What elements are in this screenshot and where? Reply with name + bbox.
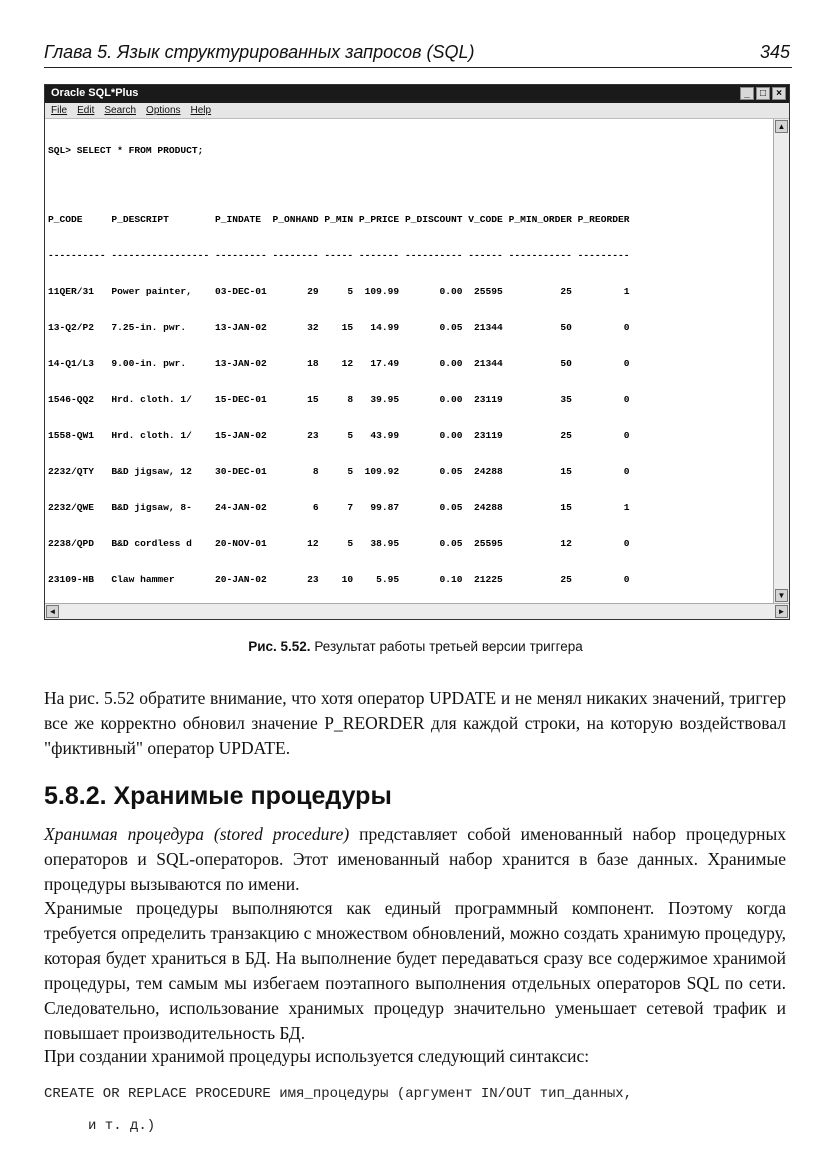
result-row: 13-Q2/P2 7.25-in. pwr. 13-JAN-02 32 15 14.99 0.05 21344 50 0	[48, 322, 630, 333]
menu-options[interactable]: Options	[146, 105, 181, 116]
paragraph-benefits: Хранимые процедуры выполняются как единый программный компонент. Поэтому когда требуется определить транзакцию с множеством обновлений, можно создать хранимую процедуру, которая будет храниться в БД. На выполнение будет передаваться сразу все содержимое хранимой процедуры, тем самым мы избегаем поэтапного выполнения отдельных операторов SQL по сети. Следовательно, использование хранимых процедур значительно уменьшает сетевой трафик и повышает производительность БД.	[44, 898, 786, 1043]
figure-caption	[0, 639, 831, 654]
page-number: 345	[759, 42, 790, 62]
horizontal-scrollbar[interactable]	[45, 603, 789, 619]
menu-file[interactable]: File	[51, 105, 68, 116]
running-head	[44, 40, 792, 68]
sqlplus-window	[44, 84, 790, 620]
paragraph-syntax-intro: При создании хранимой процедуры используется следующий синтаксис:	[44, 1046, 590, 1066]
result-row: 2232/QTY B&D jigsaw, 12 30-DEC-01 8 5 109.92 0.05 24288 15 0	[48, 466, 630, 477]
syntax-code-line: CREATE OR REPLACE PROCEDURE имя_процедуры (аргумент IN/OUT тип_данных,	[44, 1086, 633, 1102]
result-row: 14-Q1/L3 9.00-in. pwr. 13-JAN-02 18 12 17.49 0.00 21344 50 0	[48, 358, 630, 369]
figure-label: Рис. 5.52.	[248, 639, 311, 654]
result-row: 2238/QPD B&D cordless d 20-NOV-01 12 5 38.95 0.05 25595 12 0	[48, 538, 630, 549]
window-titlebar	[45, 85, 789, 103]
console-command: SQL> SELECT * FROM PRODUCT;	[48, 145, 204, 156]
syntax-code-line: и т. д.)	[88, 1118, 156, 1134]
column-dash-row: ---------- ----------------- --------- -------- ----- ------- ---------- ------ ----------- ---------	[48, 250, 630, 261]
result-row: 11QER/31 Power painter, 03-DEC-01 29 5 109.99 0.00 25595 25 1	[48, 286, 630, 297]
section-heading: 5.8.2. Хранимые процедуры	[44, 782, 392, 810]
maximize-button[interactable]: □	[756, 87, 770, 100]
figure-caption-text: Результат работы третьей версии триггера	[314, 639, 583, 654]
paragraph-definition	[44, 822, 786, 897]
chapter-title: Глава 5. Язык структурированных запросов (SQL)	[44, 42, 475, 62]
close-button[interactable]: ×	[772, 87, 786, 100]
menu-edit[interactable]: Edit	[77, 105, 95, 116]
column-header-row: P_CODE P_DESCRIPT P_INDATE P_ONHAND P_MIN P_PRICE P_DISCOUNT V_CODE P_MIN_ORDER P_REORDER	[48, 214, 630, 225]
menu-search[interactable]: Search	[104, 105, 137, 116]
menubar	[45, 103, 789, 119]
menu-help[interactable]: Help	[190, 105, 212, 116]
result-row: 23109-HB Claw hammer 20-JAN-02 23 10 5.95 0.10 21225 25 0	[48, 574, 630, 585]
minimize-button[interactable]: _	[740, 87, 754, 100]
scroll-up-icon[interactable]: ▲	[775, 120, 788, 133]
result-row: 1546-QQ2 Hrd. cloth. 1/ 15-DEC-01 15 8 39.95 0.00 23119 35 0	[48, 394, 630, 405]
defined-term: Хранимая процедура (stored procedure)	[44, 824, 350, 844]
result-row: 2232/QWE B&D jigsaw, 8- 24-JAN-02 6 7 99.87 0.05 24288 15 1	[48, 502, 630, 513]
window-title: Oracle SQL*Plus	[51, 87, 139, 99]
result-row: 1558-QW1 Hrd. cloth. 1/ 15-JAN-02 23 5 43.99 0.00 23119 25 0	[48, 430, 630, 441]
vertical-scrollbar[interactable]	[773, 119, 789, 603]
definition-text: представляет собой именованный набор процедурных операторов и SQL-операторов. Этот именованный набор хранится в базе данных. Хранимые процедуры вызываются по имени.	[44, 824, 786, 894]
paragraph-trigger-note: На рис. 5.52 обратите внимание, что хотя оператор UPDATE и не менял никаких значений, триггер все же корректно обновил значение P_REORDER для каждой строки, на которую воздействовал "фиктивный" оператор UPDATE.	[44, 688, 786, 758]
scroll-right-icon[interactable]: ►	[775, 605, 788, 618]
scroll-down-icon[interactable]: ▼	[775, 589, 788, 602]
scroll-left-icon[interactable]: ◄	[46, 605, 59, 618]
console-output[interactable]	[45, 119, 773, 603]
